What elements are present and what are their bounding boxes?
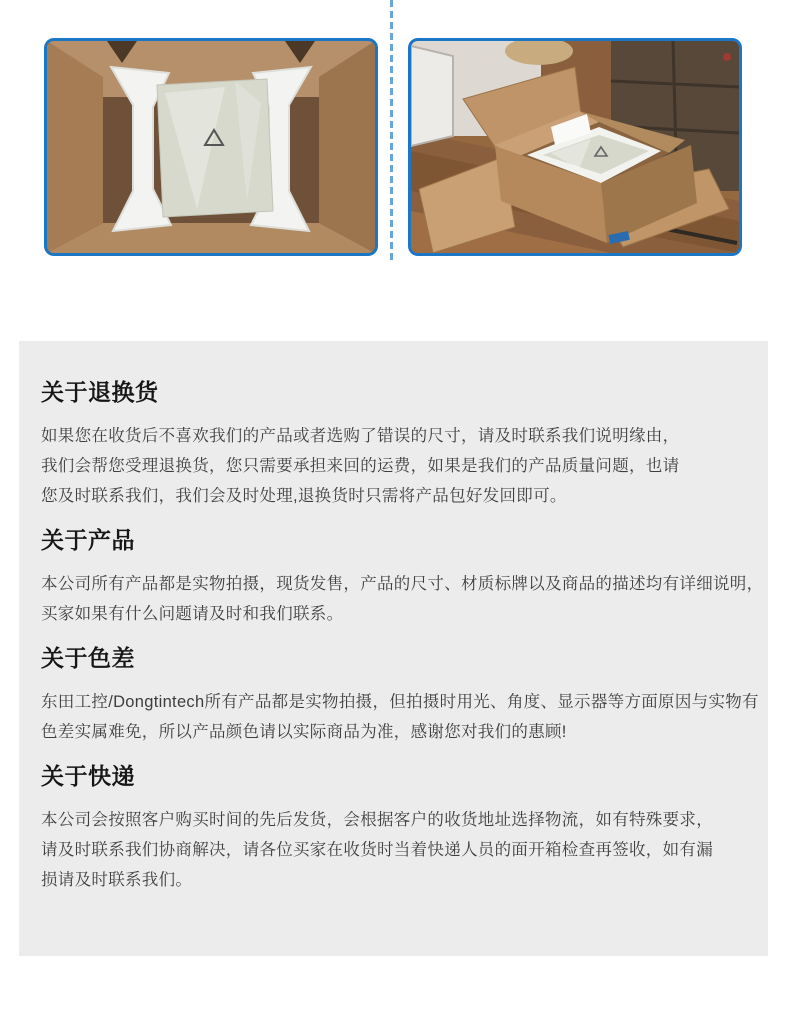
packaging-photo-top-view-illustration — [47, 41, 375, 253]
packaging-photo-angle-view — [408, 38, 742, 256]
packaging-photo-strip — [0, 0, 790, 264]
section-returns — [41, 377, 760, 511]
door-panel — [411, 46, 453, 146]
section-heading: 关于色差 — [41, 645, 135, 671]
paragraph-line: 我们会帮您受理退换货，您只需要承担来回的运费，如果是我们的产品质量问题，也请 — [41, 457, 680, 475]
cardboard-front-flap — [47, 223, 375, 253]
paragraph-line: 请及时联系我们协商解决，请各位买家在收货时当着快递人员的面开箱检查再签收，如有漏 — [41, 841, 713, 859]
paragraph-line: 如果您在收货后不喜欢我们的产品或者选购了错误的尺寸，请及时联系我们说明缘由， — [41, 427, 680, 445]
packaging-photo-angle-view-illustration — [411, 41, 739, 253]
cardboard-right-wall — [319, 41, 375, 253]
section-delivery — [41, 761, 760, 895]
dashed-divider — [390, 0, 393, 264]
cardboard-left-wall — [47, 41, 103, 253]
notice-card — [19, 341, 768, 956]
paragraph-line: 买家如果有什么问题请及时和我们联系。 — [41, 605, 344, 623]
section-product — [41, 525, 764, 629]
section-heading: 关于产品 — [41, 527, 135, 553]
section-heading: 关于快递 — [41, 763, 135, 789]
paragraph-line: 东田工控/Dongtintech所有产品都是实物拍摄，但拍摄时用光、角度、显示器等方面原因与实物有 — [41, 693, 759, 711]
paragraph-line: 本公司会按照客户购买时间的先后发货，会根据客户的收货地址选择物流，如有特殊要求， — [41, 811, 713, 829]
paragraph-line: 您及时联系我们，我们会及时处理,退换货时只需将产品包好发回即可。 — [41, 487, 567, 505]
paragraph-line: 本公司所有产品都是实物拍摄，现货发售，产品的尺寸、材质标牌以及商品的描述均有详细说明， — [41, 575, 764, 593]
box-logo-mark — [723, 53, 731, 61]
section-color-difference — [41, 643, 760, 747]
paragraph-line: 损请及时联系我们。 — [41, 871, 193, 889]
section-heading: 关于退换货 — [41, 379, 159, 405]
packaging-photo-top-view — [44, 38, 378, 256]
paragraph-line: 色差实属难免，所以产品颜色请以实际商品为准，感谢您对我们的惠顾! — [41, 723, 567, 741]
